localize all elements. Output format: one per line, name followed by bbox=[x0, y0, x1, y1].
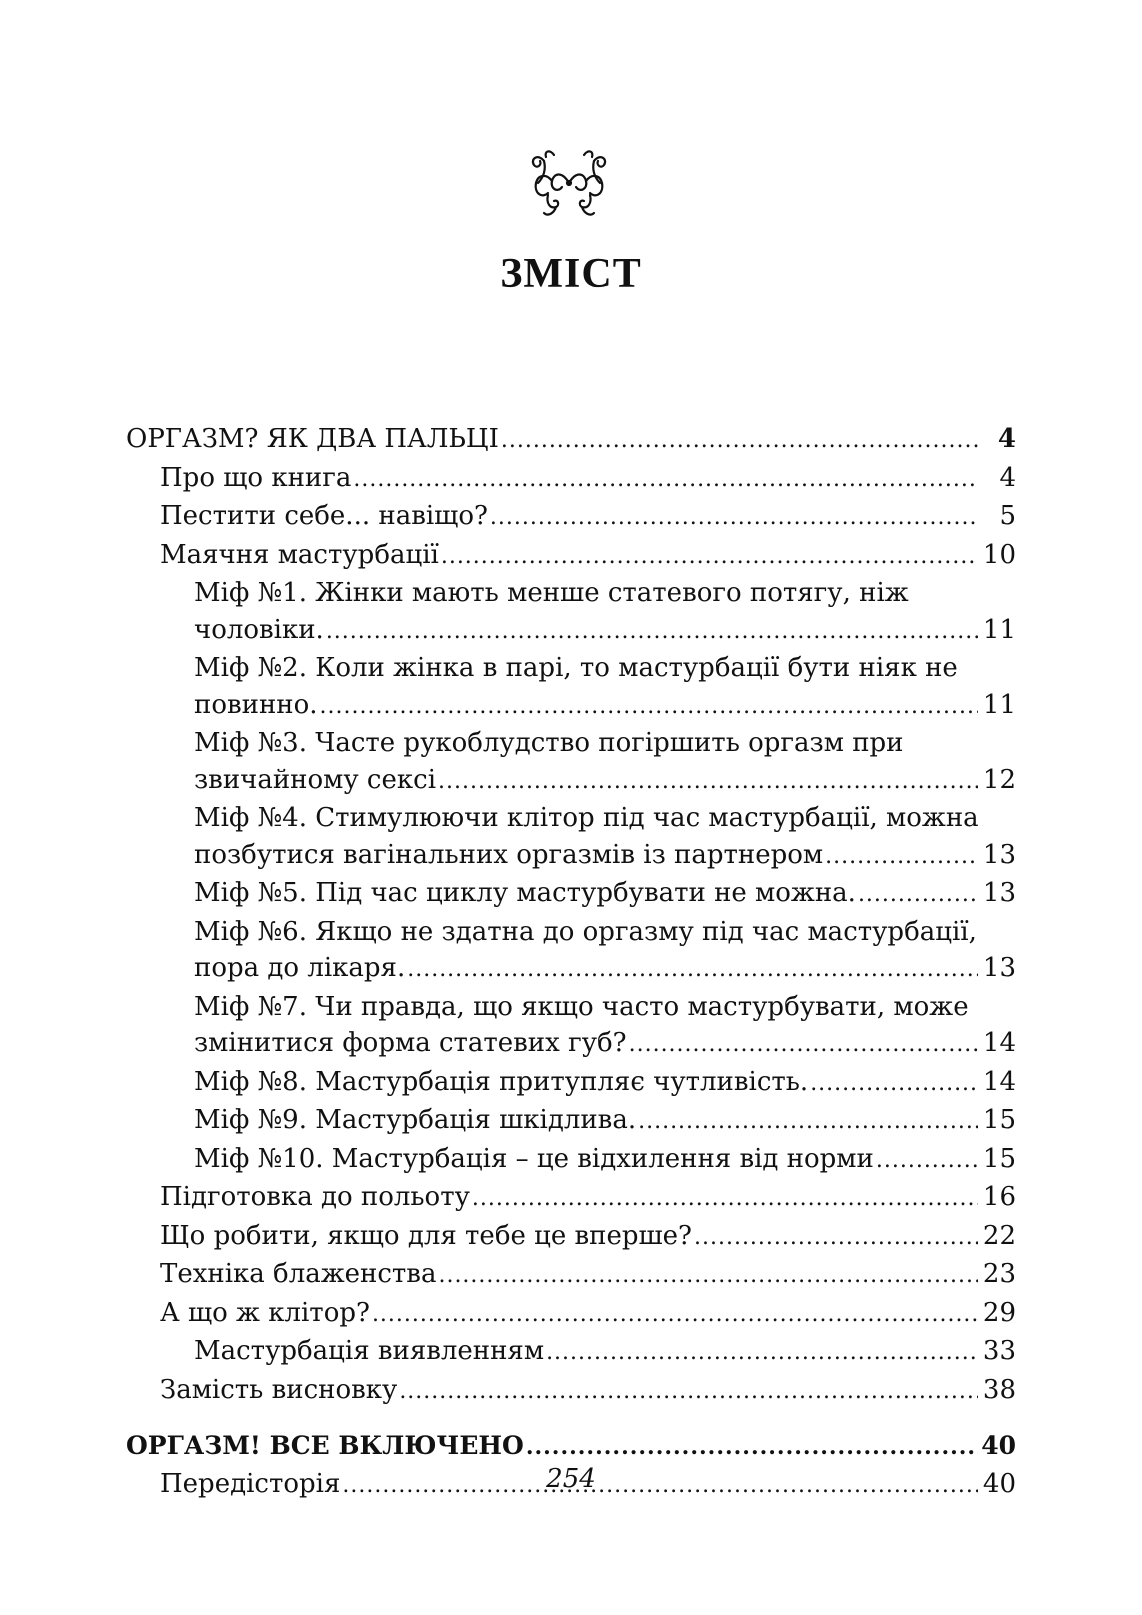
toc-entry-title-line: Міф №3. Часте рукоблудство погіршить оргазм при bbox=[194, 728, 904, 758]
dot-leader bbox=[407, 950, 978, 989]
dot-leader bbox=[825, 837, 978, 876]
toc-entry-title: звичайному сексі bbox=[194, 764, 437, 795]
toc-entry-title: Міф №5. Під час циклу мастурбувати не можна. bbox=[194, 878, 856, 908]
toc-entry-page-number: 40 bbox=[982, 1468, 1016, 1499]
dot-leader bbox=[490, 498, 978, 537]
dot-leader bbox=[501, 421, 978, 460]
toc-entry-page-number: 11 bbox=[982, 689, 1016, 720]
toc-entry[interactable] bbox=[126, 1064, 1016, 1103]
toc-entry[interactable] bbox=[126, 575, 1016, 650]
toc-entry-page-number: 5 bbox=[999, 501, 1016, 531]
dot-leader bbox=[526, 1428, 978, 1466]
toc-entry-title: Що робити, якщо для тебе це вперше? bbox=[160, 1220, 692, 1251]
toc-entry-page-number: 4 bbox=[999, 462, 1016, 493]
toc-entry[interactable] bbox=[126, 914, 1016, 989]
dot-leader bbox=[694, 1218, 978, 1257]
dot-leader bbox=[326, 612, 978, 651]
toc-entry-page-number: 13 bbox=[982, 839, 1016, 870]
toc-entry-title: Техніка блаженства bbox=[160, 1259, 437, 1289]
toc-entry[interactable] bbox=[126, 725, 1016, 800]
dot-leader bbox=[441, 537, 978, 576]
page-title: ЗМІСТ bbox=[500, 251, 642, 297]
toc-entry-title: А що ж клітор? bbox=[160, 1297, 370, 1328]
toc-entry-title: пора до лікаря. bbox=[194, 953, 406, 983]
toc-entry-row bbox=[160, 1372, 1016, 1411]
toc-entry-row bbox=[160, 1179, 1016, 1218]
toc-entry-title: Замість висновку bbox=[160, 1374, 398, 1405]
toc-entry-row bbox=[194, 687, 1016, 726]
toc-entry[interactable] bbox=[126, 1372, 1016, 1411]
dot-leader bbox=[399, 1372, 978, 1411]
toc-entry[interactable] bbox=[126, 1333, 1016, 1372]
toc-entry-title: Мастурбація виявленням bbox=[194, 1336, 545, 1366]
toc-entry-row bbox=[160, 1218, 1016, 1257]
toc-entry-page-number: 15 bbox=[982, 1143, 1016, 1174]
toc-entry-page-number: 23 bbox=[982, 1259, 1016, 1289]
toc-entry-row bbox=[194, 1102, 1016, 1141]
toc-entry-title: Маячня мастурбації bbox=[160, 539, 439, 570]
dot-leader bbox=[858, 875, 978, 914]
dot-leader bbox=[810, 1064, 978, 1103]
toc-entry-page-number: 10 bbox=[982, 539, 1016, 570]
toc-entry-row bbox=[160, 1256, 1016, 1295]
toc-entry-row bbox=[126, 1428, 1016, 1466]
toc-entry-title-line: Міф №6. Якщо не здатна до оргазму під час мастурбації, bbox=[194, 916, 977, 947]
toc-entry[interactable] bbox=[126, 1141, 1016, 1180]
table-of-contents bbox=[126, 421, 1016, 1504]
toc-entry-page-number: 13 bbox=[982, 878, 1016, 908]
toc-entry-title: Міф №10. Мастурбація – це відхилення від норми bbox=[194, 1143, 874, 1174]
toc-entry-title: змінитися форма статевих губ? bbox=[194, 1028, 627, 1058]
toc-entry-page-number: 12 bbox=[982, 764, 1016, 795]
dot-leader bbox=[320, 687, 978, 726]
toc-entry-page-number: 14 bbox=[982, 1028, 1016, 1058]
toc-entry-title: чоловіки. bbox=[194, 614, 324, 645]
toc-entry-page-number: 13 bbox=[982, 953, 1016, 983]
toc-entry-title-line: Міф №7. Чи правда, що якщо часто мастурбувати, може bbox=[194, 991, 969, 1022]
page-number: 254 bbox=[546, 1464, 596, 1494]
toc-entry-page-number: 38 bbox=[982, 1374, 1016, 1405]
toc-entry-title: Підготовка до польоту bbox=[160, 1182, 470, 1212]
toc-entry[interactable] bbox=[126, 460, 1016, 499]
toc-entry-page-number: 11 bbox=[982, 614, 1016, 645]
toc-entry-page-number: 16 bbox=[982, 1182, 1016, 1212]
dot-leader bbox=[438, 762, 978, 801]
toc-entry-page-number: 4 bbox=[997, 424, 1016, 454]
toc-entry-row bbox=[194, 1333, 1016, 1372]
toc-entry-title: Про що книга bbox=[160, 462, 352, 493]
toc-entry-row bbox=[194, 762, 1016, 801]
toc-entry-row bbox=[194, 1064, 1016, 1103]
toc-entry-page-number: 29 bbox=[982, 1297, 1016, 1328]
toc-entry-page-number: 14 bbox=[982, 1066, 1016, 1097]
toc-entry[interactable] bbox=[126, 989, 1016, 1064]
toc-entry-row bbox=[160, 460, 1016, 499]
toc-entry-title-line: Міф №1. Жінки мають менше статевого потягу, ніж bbox=[194, 578, 909, 608]
toc-entry[interactable] bbox=[126, 537, 1016, 576]
toc-entry-row bbox=[160, 498, 1016, 537]
toc-entry[interactable] bbox=[126, 1102, 1016, 1141]
dot-leader bbox=[353, 460, 978, 499]
toc-entry[interactable] bbox=[126, 1428, 1016, 1466]
toc-entry-page-number: 22 bbox=[982, 1220, 1016, 1251]
toc-entry-title: Міф №8. Мастурбація притупляє чутливість. bbox=[194, 1066, 809, 1097]
toc-entry-row bbox=[194, 837, 1016, 876]
toc-entry-title: Міф №9. Мастурбація шкідлива. bbox=[194, 1105, 637, 1135]
toc-entry-row bbox=[194, 1141, 1016, 1180]
toc-entry-page-number: 15 bbox=[982, 1105, 1016, 1135]
toc-entry-row bbox=[194, 875, 1016, 914]
toc-entry[interactable] bbox=[126, 875, 1016, 914]
toc-entry[interactable] bbox=[126, 1295, 1016, 1334]
toc-entry[interactable] bbox=[126, 421, 1016, 460]
dot-leader bbox=[546, 1333, 978, 1372]
dot-leader bbox=[472, 1179, 978, 1218]
dot-leader bbox=[876, 1141, 978, 1180]
toc-entry[interactable] bbox=[126, 1179, 1016, 1218]
dot-leader bbox=[372, 1295, 978, 1334]
toc-entry-title: повинно. bbox=[194, 689, 318, 720]
toc-entry-page-number: 33 bbox=[982, 1336, 1016, 1366]
toc-entry-title: ОРГАЗМ! ВСЕ ВКЛЮЧЕНО bbox=[126, 1431, 524, 1460]
toc-entry-title: позбутися вагінальних оргазмів із партнером bbox=[194, 839, 824, 870]
toc-entry-page-number: 40 bbox=[981, 1431, 1016, 1460]
toc-entry-title-line: Міф №4. Стимулюючи клітор під час мастурбації, можна bbox=[194, 803, 979, 833]
toc-entry-row bbox=[126, 421, 1016, 460]
toc-entry-title: Передісторія bbox=[160, 1468, 341, 1499]
dot-leader bbox=[629, 1025, 978, 1064]
toc-entry-row bbox=[194, 1025, 1016, 1064]
toc-entry[interactable] bbox=[126, 650, 1016, 725]
toc-entry-title-line: Міф №2. Коли жінка в парі, то мастурбації бути ніяк не bbox=[194, 653, 958, 683]
toc-entry-row bbox=[194, 950, 1016, 989]
fleuron-ornament-icon bbox=[524, 143, 614, 223]
dot-leader bbox=[638, 1102, 978, 1141]
toc-entry-title: Пестити себе... навіщо? bbox=[160, 501, 488, 531]
toc-entry[interactable] bbox=[126, 800, 1016, 875]
toc-entry-title: ОРГАЗМ? ЯК ДВА ПАЛЬЦІ bbox=[126, 424, 499, 454]
toc-entry-row bbox=[160, 537, 1016, 576]
toc-entry[interactable] bbox=[126, 1218, 1016, 1257]
dot-leader bbox=[438, 1256, 978, 1295]
toc-entry[interactable] bbox=[126, 1256, 1016, 1295]
toc-entry[interactable] bbox=[126, 498, 1016, 537]
toc-entry-row bbox=[160, 1295, 1016, 1334]
toc-entry-row bbox=[194, 612, 1016, 651]
